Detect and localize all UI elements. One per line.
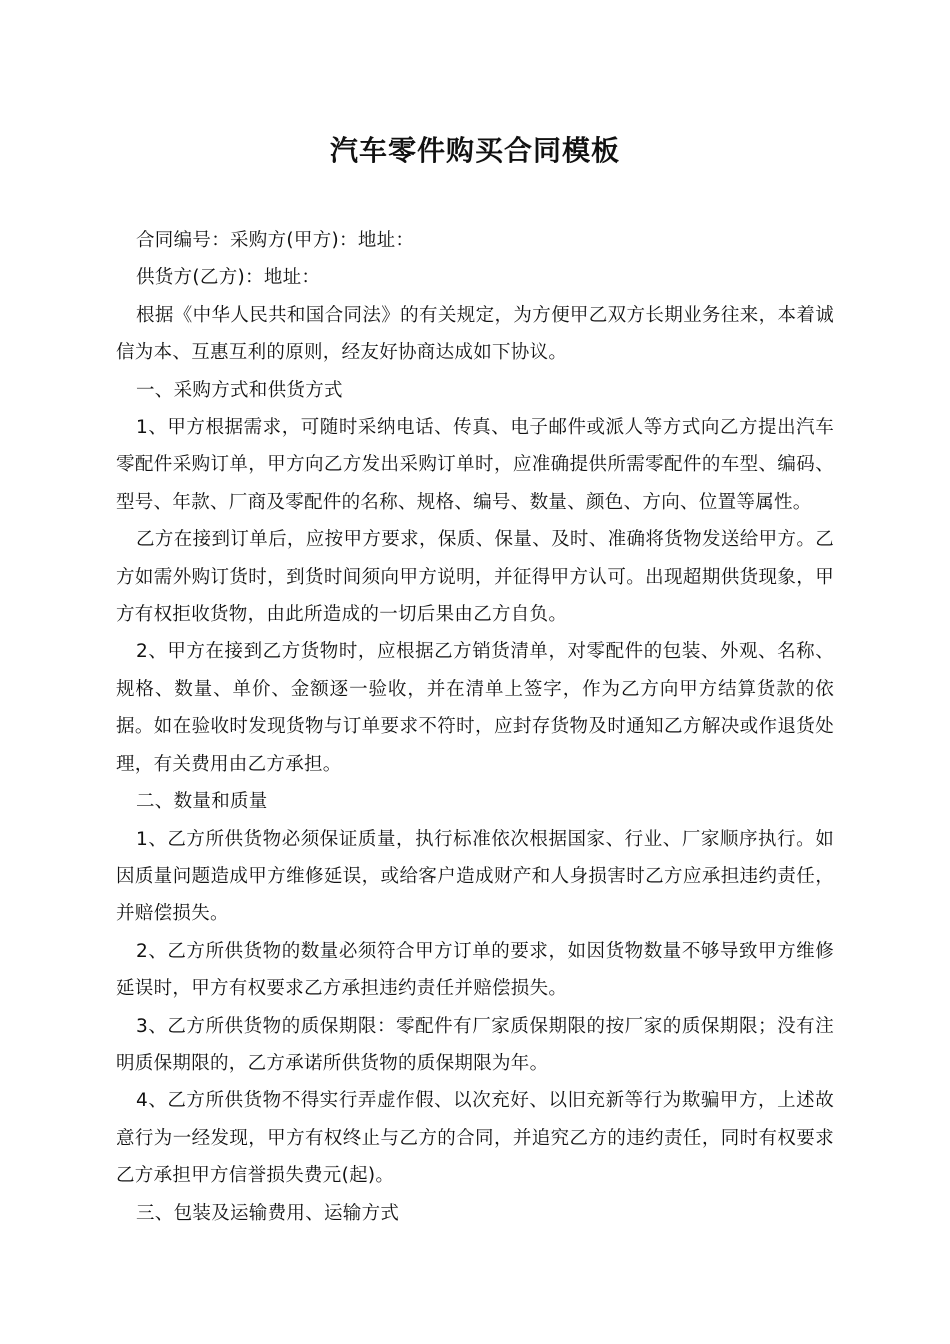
paragraph-supplier: 供货方(乙方)：地址： xyxy=(136,267,321,289)
paragraph-clause-2-3: 3、乙方所供货物的质保期限：零配件有厂家质保期限的按厂家的质保期限；没有注明质保期限的，乙方承诺所供货物的质保期限为年。 xyxy=(116,1015,834,1074)
paragraph-clause-2-4: 4、乙方所供货物不得实行弄虚作假、以次充好、以旧充新等行为欺骗甲方，上述故意行为一经发现，甲方有权终止与乙方的合同，并追究乙方的违约责任，同时有权要求乙方承担甲方信誉损失费元(起)。 xyxy=(116,1090,834,1187)
section-heading-1: 一、采购方式和供货方式 xyxy=(136,379,343,401)
paragraph-contract-number: 合同编号：采购方(甲方)：地址： xyxy=(136,230,415,251)
paragraph-clause-1-1b: 乙方在接到订单后，应按甲方要求，保质、保量、及时、准确将货物发送给甲方。乙方如需外购订货时，到货时间须向甲方说明，并征得甲方认可。出现超期供货现象，甲方有权拒收货物，由此所造成的一切后果由乙方自负。 xyxy=(116,529,834,626)
section-heading-2: 二、数量和质量 xyxy=(136,791,268,813)
paragraph-preamble: 根据《中华人民共和国合同法》的有关规定，为方便甲乙双方长期业务往来，本着诚信为本、互惠互利的原则，经友好协商达成如下协议。 xyxy=(116,304,834,364)
paragraph-clause-1-2: 2、甲方在接到乙方货物时，应根据乙方销货清单，对零配件的包装、外观、名称、规格、数量、单价、金额逐一验收，并在清单上签字，作为乙方向甲方结算货款的依据。如在验收时发现货物与订单要求不符时，应封存货物及时通知乙方解决或作退货处理，有关费用由乙方承担。 xyxy=(116,641,834,775)
document-body xyxy=(116,222,834,1232)
paragraph-clause-2-1: 1、乙方所供货物必须保证质量，执行标准依次根据国家、行业、厂家顺序执行。如因质量问题造成甲方维修延误，或给客户造成财产和人身损害时乙方应承担违约责任，并赔偿损失。 xyxy=(116,828,834,925)
document-title: 汽车零件购买合同模板 xyxy=(329,134,620,167)
section-heading-3: 三、包装及运输费用、运输方式 xyxy=(136,1202,400,1224)
paragraph-clause-1-1: 1、甲方根据需求，可随时采纳电话、传真、电子邮件或派人等方式向乙方提出汽车零配件采购订单，甲方向乙方发出采购订单时，应准确提供所需零配件的车型、编码、型号、年款、厂商及零配件的名称、规格、编号、数量、颜色、方向、位置等属性。 xyxy=(116,417,834,513)
paragraph-clause-2-2: 2、乙方所供货物的数量必须符合甲方订单的要求，如因货物数量不够导致甲方维修延误时，甲方有权要求乙方承担违约责任并赔偿损失。 xyxy=(116,940,834,1000)
